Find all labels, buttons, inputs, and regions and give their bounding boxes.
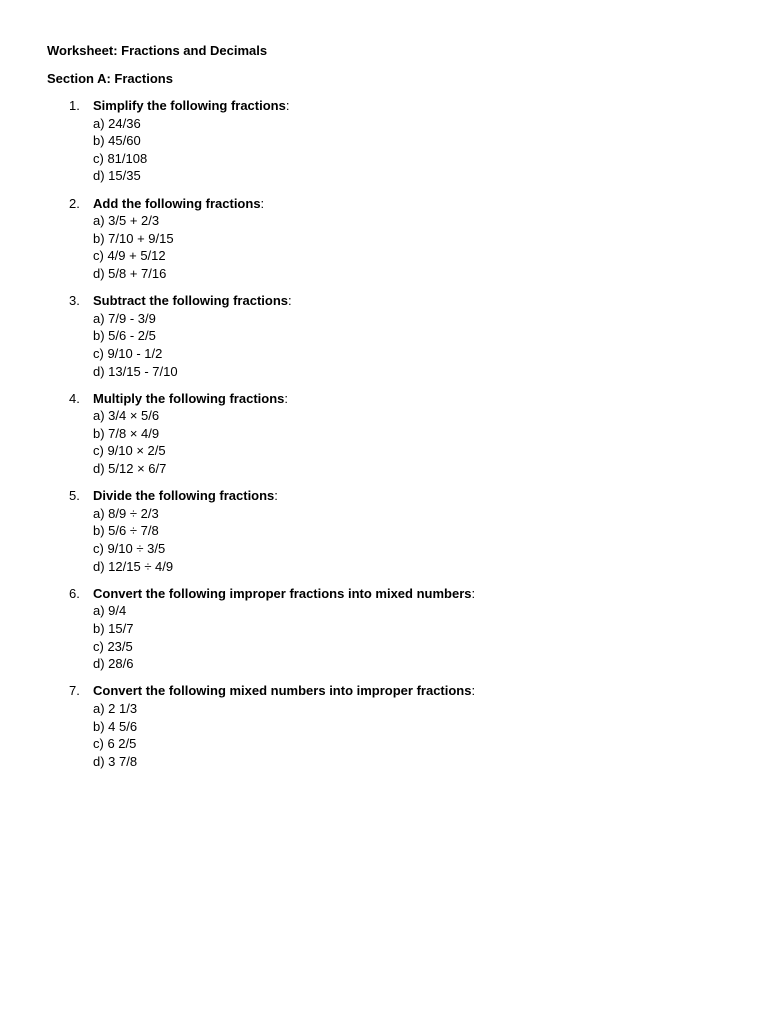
question-prompt-text: Add the following fractions [93,195,261,211]
question-item: b) 15/7 [93,621,134,636]
question-number: 4. [69,390,80,406]
question-item: b) 7/8 × 4/9 [93,425,160,441]
question-prompt-colon: : [285,98,290,113]
question-item: a) 2 1/3 [93,700,138,716]
question-prompt [93,487,768,505]
question-item: a) 3/5 + 2/3 [93,213,160,229]
question-prompt-colon: : [274,488,278,504]
question-item: c) 4/9 + 5/12 [93,248,166,264]
question-item: d) 5/8 + 7/16 [93,265,167,281]
question-item: d) 28/6 [93,656,134,672]
question-number: 1. [69,98,80,113]
question-number: 3. [69,293,80,309]
question-7 [0,682,768,770]
question-item: d) 5/12 × 6/7 [93,461,167,477]
question-list [0,97,768,780]
question-item: d) 13/15 - 7/10 [93,363,178,379]
question-1 [0,97,768,185]
question-prompt-text: Convert the following improper fractions into mixed numbers [93,585,472,601]
question-item: d) 15/35 [93,168,141,184]
question-item: c) 9/10 - 1/2 [93,345,163,361]
question-item: b) 5/6 ÷ 7/8 [93,523,159,539]
question-item: d) 12/15 ÷ 4/9 [93,558,174,574]
question-prompt [93,585,768,603]
question-6 [0,585,768,673]
document-title: Worksheet: Fractions and Decimals [47,43,268,58]
question-item: a) 3/4 × 5/6 [93,408,160,424]
section-heading: Section A: Fractions [47,71,173,86]
question-item: a) 7/9 - 3/9 [93,310,156,326]
question-prompt-text: Divide the following fractions [93,488,275,504]
question-item: b) 45/60 [93,133,141,149]
question-prompt-text: Convert the following mixed numbers into improper fractions [93,683,472,699]
question-prompt-colon: : [471,683,476,699]
question-prompt-colon: : [284,390,289,406]
question-prompt [93,292,768,310]
question-item: b) 5/6 - 2/5 [93,328,156,344]
question-prompt [93,97,768,115]
question-item: b) 7/10 + 9/15 [93,230,174,246]
question-number: 2. [69,195,80,211]
question-prompt-colon: : [260,195,265,211]
question-4 [0,390,768,478]
question-prompt [93,682,768,700]
question-2 [0,195,768,283]
question-prompt [93,390,768,408]
question-prompt-text: Subtract the following fractions [93,293,289,309]
question-prompt [93,195,768,213]
question-5 [0,487,768,575]
question-prompt-colon: : [288,293,292,309]
question-3 [0,292,768,380]
question-item: c) 6 2/5 [93,736,137,752]
question-item: b) 4 5/6 [93,718,138,734]
question-item: a) 24/36 [93,115,141,131]
question-item: c) 23/5 [93,638,133,654]
question-prompt-text: Simplify the following fractions [93,98,286,113]
question-number: 5. [69,488,80,504]
question-number: 6. [69,585,80,601]
question-item: c) 9/10 × 2/5 [93,443,166,459]
question-prompt-text: Multiply the following fractions [93,390,285,406]
question-item: d) 3 7/8 [93,753,138,769]
question-item: c) 9/10 ÷ 3/5 [93,541,166,557]
question-item: c) 81/108 [93,150,148,166]
question-item: a) 9/4 [93,603,127,619]
question-number: 7. [69,683,80,699]
question-item: a) 8/9 ÷ 2/3 [93,505,159,521]
question-prompt-colon: : [471,585,476,601]
